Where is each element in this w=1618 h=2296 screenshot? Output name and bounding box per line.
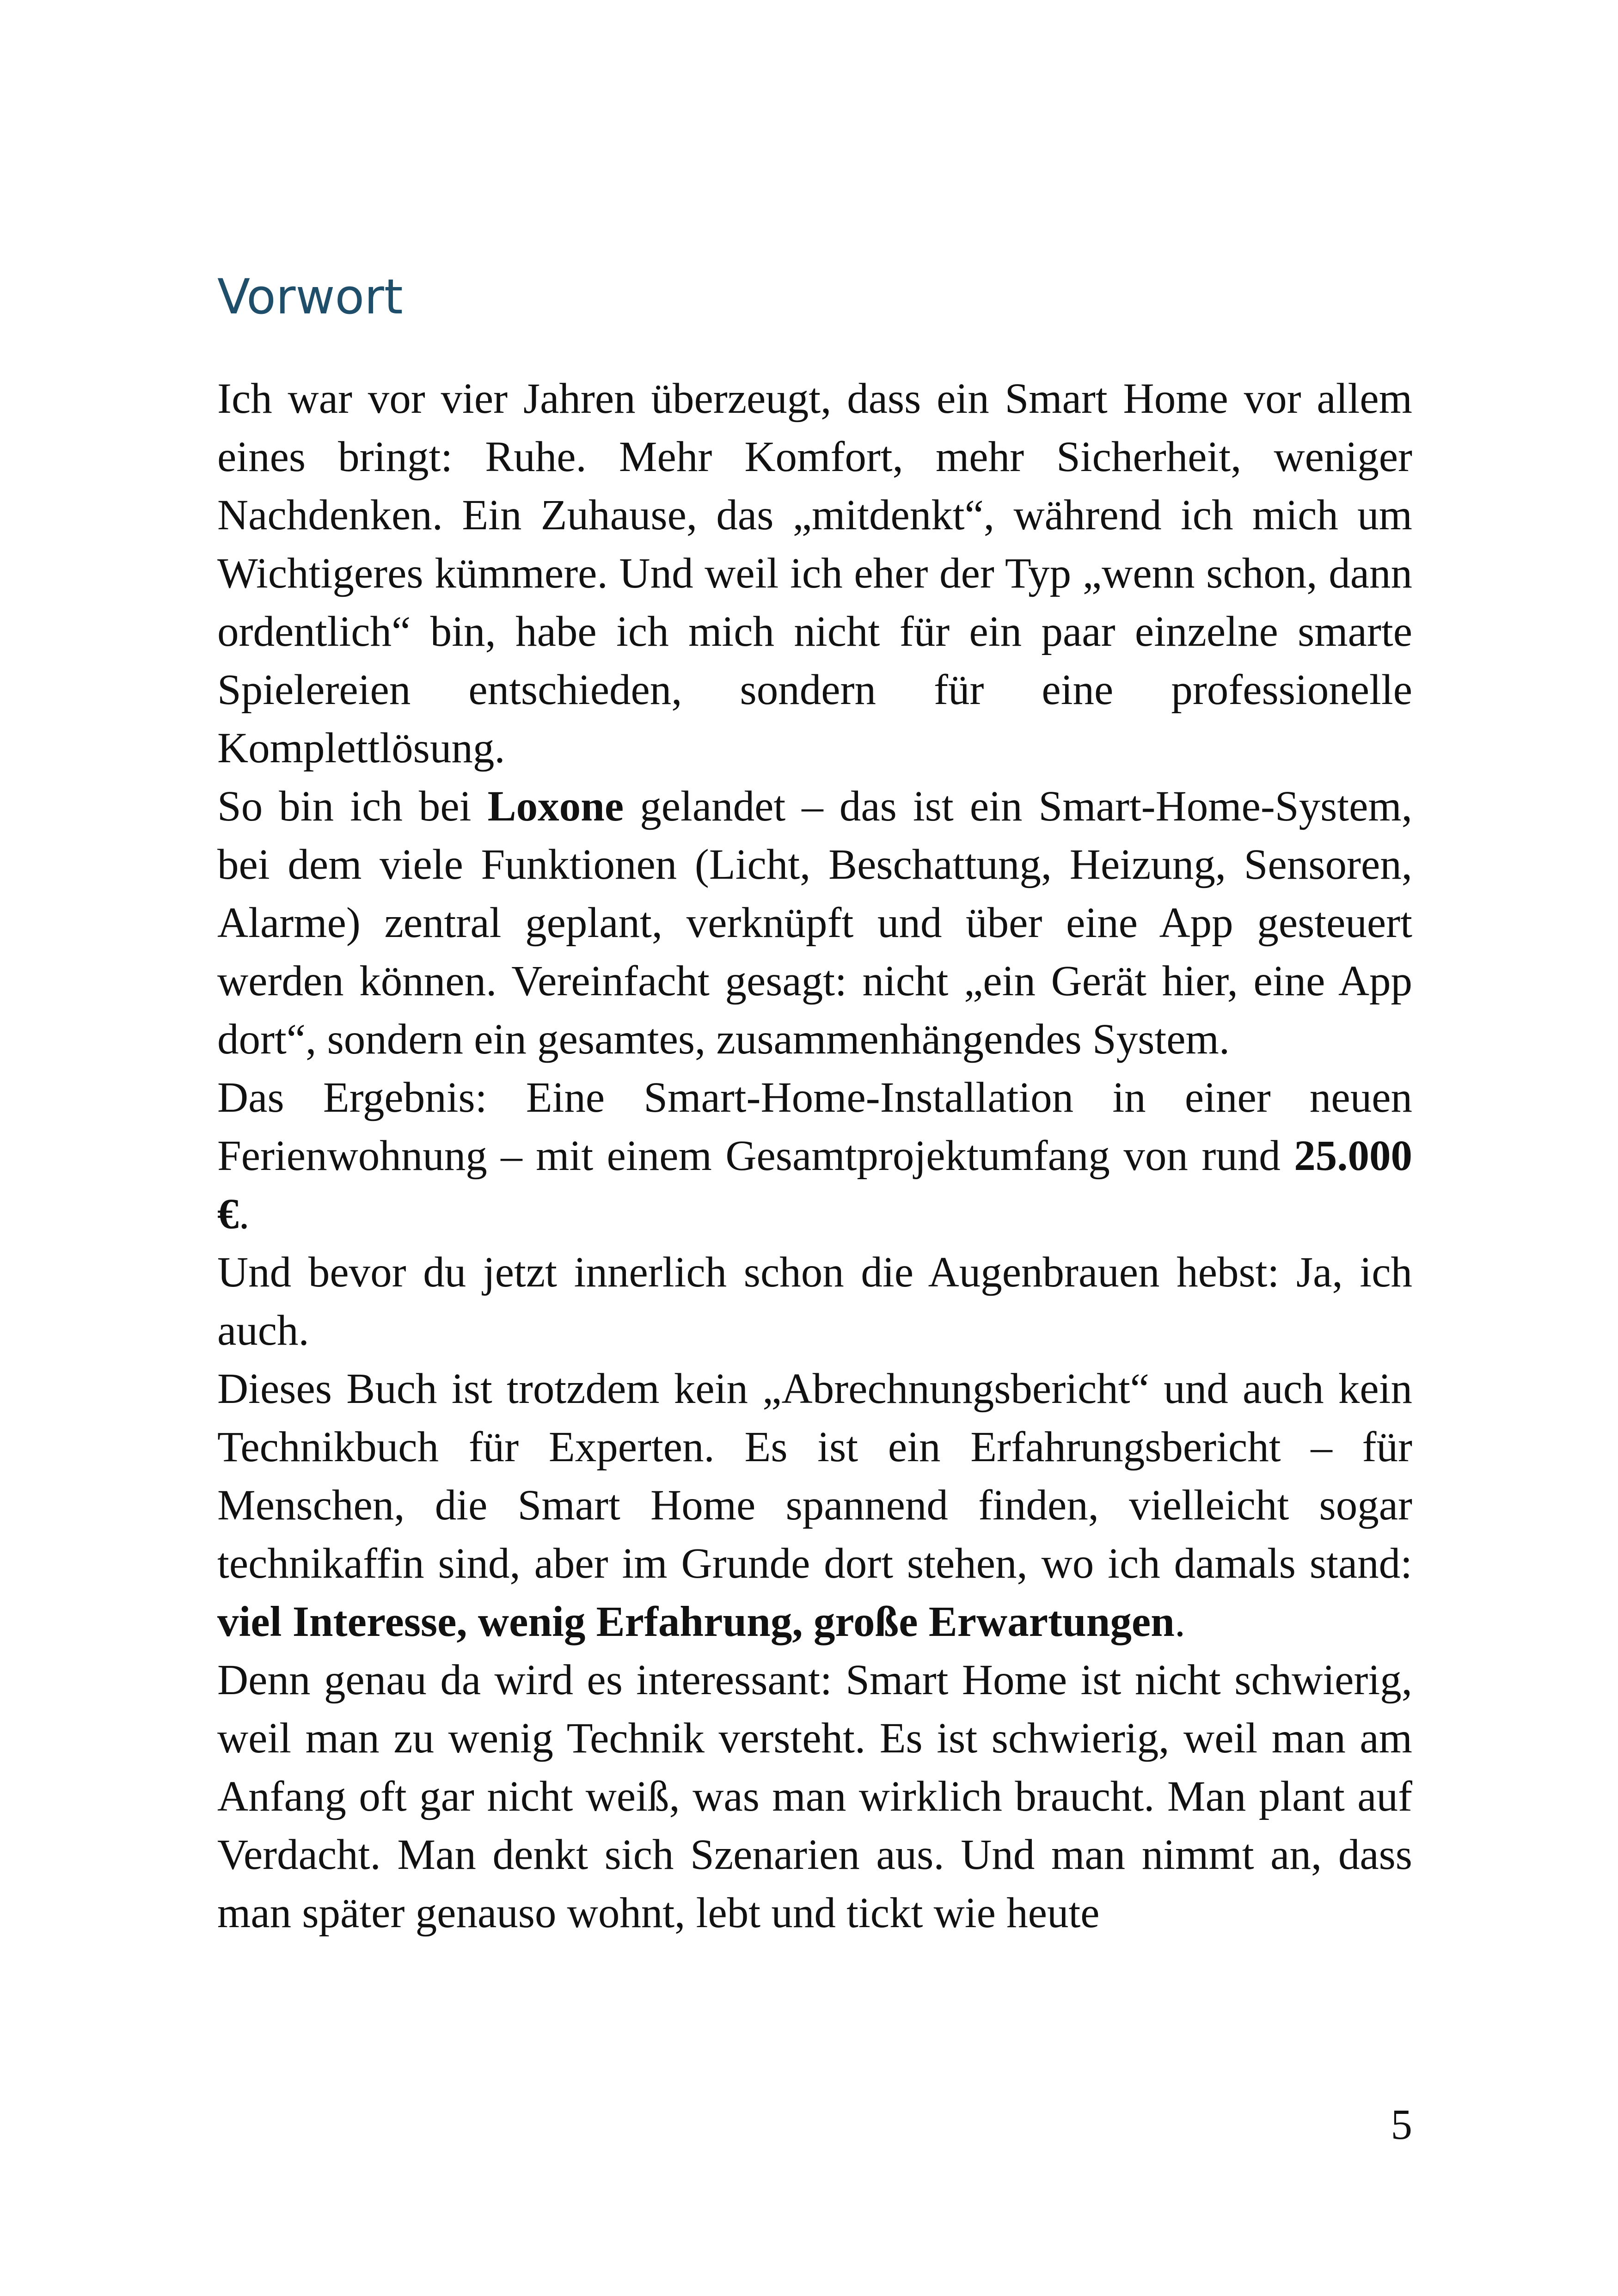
paragraph-3 (217, 1069, 1412, 1243)
paragraph-3-text-end: . (239, 1190, 250, 1238)
chapter-heading: Vorwort (217, 269, 403, 325)
product-name-bold: Loxone (487, 783, 624, 830)
body-text (217, 370, 1412, 1942)
paragraph-6: Denn genau da wird es interessant: Smart Home ist nicht schwierig, weil man zu wenig Technik versteht. Es ist schwierig, weil man am Anfang oft gar nicht weiß, was man wirklich braucht. Man plant auf Verdacht. Man denkt sich Szenarien aus. Und man nimmt an, dass man später genauso wohnt, lebt und tickt wie heute (217, 1656, 1412, 1937)
paragraph-2 (217, 778, 1412, 1069)
paragraph-5-text-end: . (1174, 1598, 1186, 1646)
paragraph-5 (217, 1360, 1412, 1651)
paragraph-5-text-start: Dieses Buch ist trotzdem kein „Abrechnungsbericht“ und auch kein Technikbuch für Experten. Es ist ein Erfahrungsbericht – für Menschen, die Smart Home spannend finden, vielleicht sogar technikaffin sind, aber im Grunde dort stehen, wo ich damals stand: (217, 1365, 1412, 1587)
paragraph-2-text-start: So bin ich bei (217, 783, 488, 830)
paragraph-1: Ich war vor vier Jahren überzeugt, dass ein Smart Home vor allem eines bringt: Ruhe. Mehr Komfort, mehr Sicherheit, weniger Nachdenken. Ein Zuhause, das „mitdenkt“, während ich mich um Wichtigeres kümmere. Und weil ich eher der Typ „wenn schon, dann ordentlich“ bin, habe ich mich nicht für ein paar einzelne smarte Spielereien entschieden, sondern für eine professionelle Komplettlösung. (217, 375, 1412, 772)
paragraph-4: Und bevor du jetzt innerlich schon die Augenbrauen hebst: Ja, ich auch. (217, 1249, 1412, 1354)
paragraph-2-text-end: gelandet – das ist ein Smart-Home-System, bei dem viele Funktionen (Licht, Beschattung, Heizung, Sensoren, Alarme) zentral geplant, verknüpft und über eine App gesteuert werden können. Vereinfacht gesagt: nicht „ein Gerät hier, eine App dort“, sondern ein gesamtes, zusammenhängendes System. (217, 783, 1413, 1063)
project-cost-bold: 25.000 € (217, 1132, 1412, 1238)
emphasis-bold: viel Interesse, wenig Erfahrung, große Erwartungen (217, 1598, 1175, 1646)
page-number: 5 (1391, 2101, 1412, 2149)
paragraph-3-text-start: Das Ergebnis: Eine Smart-Home-Installation in einer neuen Ferienwohnung – mit einem Gesamtprojektumfang von rund (217, 1074, 1412, 1180)
